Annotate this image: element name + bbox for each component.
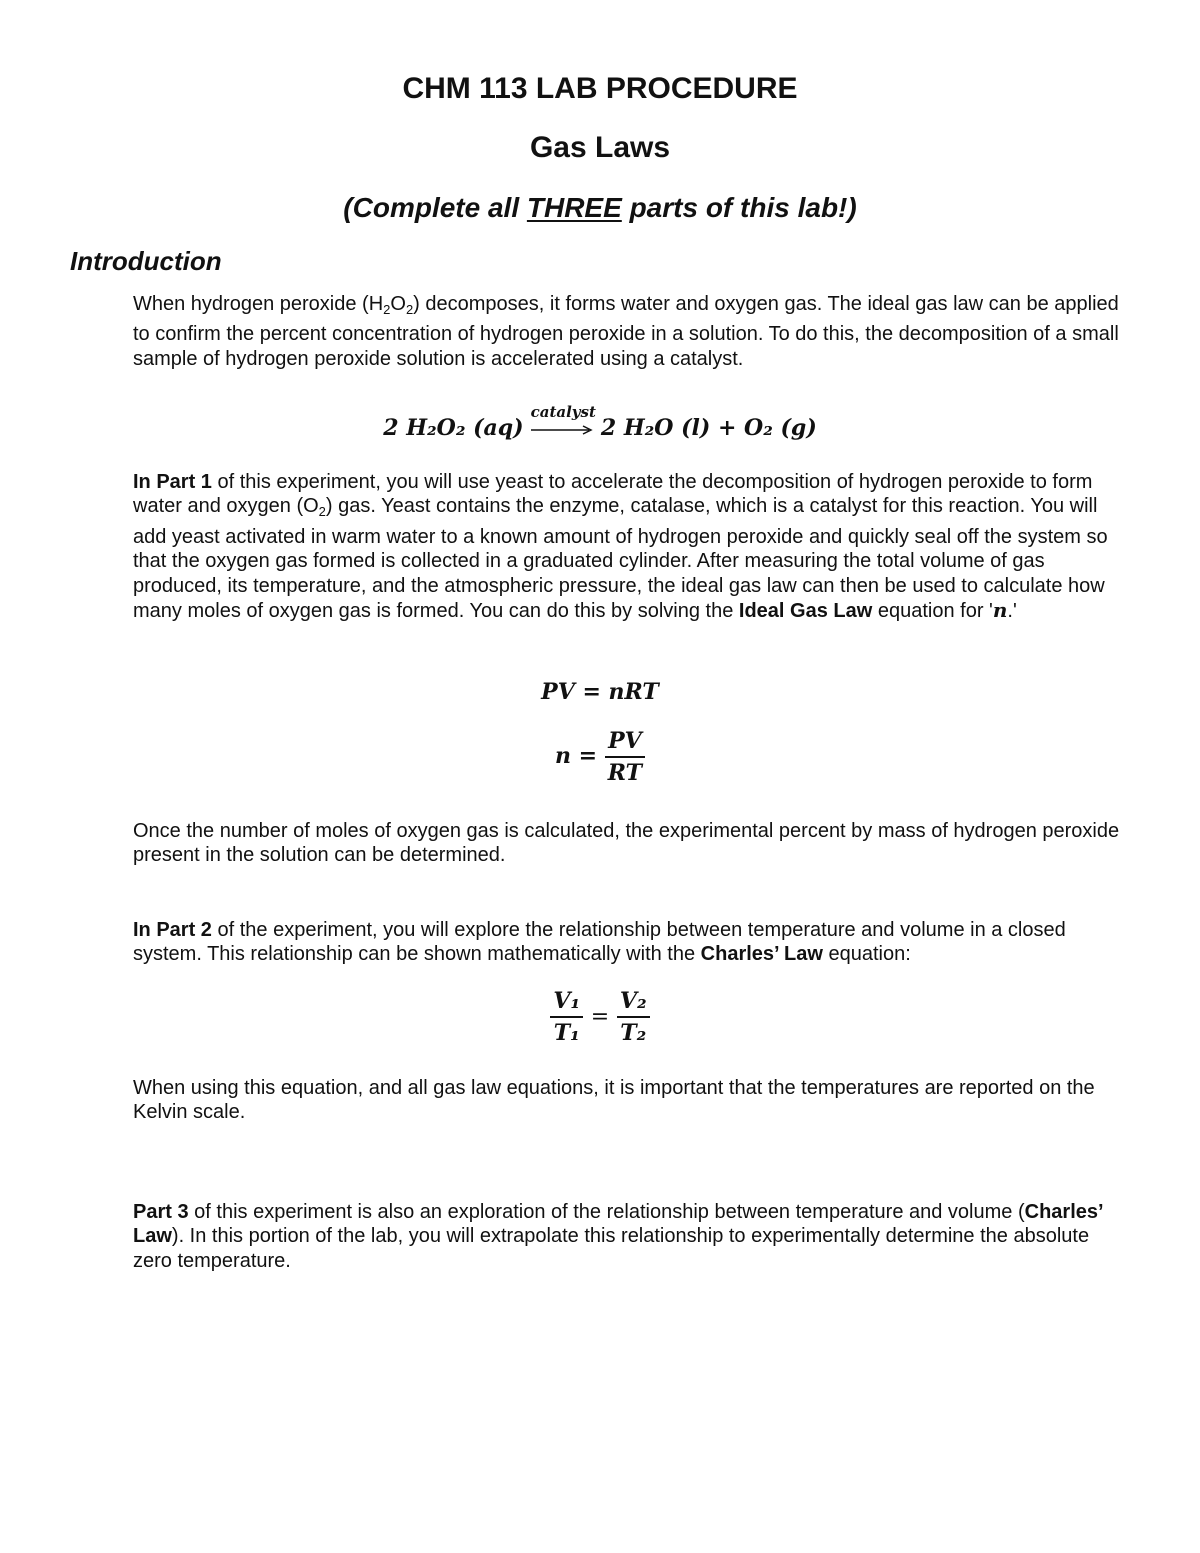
intro-sub-1: 2 — [383, 302, 391, 317]
part1-sub: 2 — [318, 504, 326, 520]
part1-law: Ideal Gas Law — [738, 600, 873, 623]
reaction-left: 2 H₂O₂ (aq) — [383, 415, 524, 441]
charles-denominator-left: T₁ — [553, 1020, 580, 1046]
intro-text-b: O — [390, 293, 406, 315]
charles-fraction-left — [550, 988, 583, 1046]
part1-paragraph — [133, 470, 1123, 623]
moles-fraction — [605, 728, 645, 786]
part3-lead: Part 3 — [133, 1201, 189, 1223]
part1-text-d: .' — [1007, 600, 1017, 623]
moles-denominator: RT — [607, 760, 643, 786]
part1-text-c: equation for ' — [872, 600, 993, 623]
reaction-equation — [0, 403, 1200, 441]
part1-lead: In Part 1 — [133, 471, 212, 493]
charles-numerator-right: V₂ — [617, 988, 650, 1018]
moles-numerator: PV — [605, 728, 645, 758]
reaction-arrow — [530, 403, 596, 435]
part2-lead: In Part 2 — [133, 919, 212, 941]
document-title: CHM 113 LAB PROCEDURE — [402, 72, 798, 105]
section-heading: Introduction — [70, 246, 222, 276]
intro-text-a: When hydrogen peroxide (H — [133, 293, 384, 315]
note-suffix: parts of this lab!) — [621, 192, 857, 223]
part2-paragraph — [133, 918, 1123, 967]
right-arrow-icon — [531, 425, 593, 435]
moles-lhs: n = — [554, 743, 598, 769]
part3-law: Charles’ Law — [133, 1201, 1103, 1248]
completion-note — [0, 192, 1200, 224]
charles-denominator-right: T₂ — [620, 1020, 647, 1046]
intro-sub-2: 2 — [405, 302, 414, 317]
part2-law: Charles’ Law — [700, 943, 823, 966]
note-emphasis: THREE — [526, 192, 622, 223]
charles-equals: = — [590, 1004, 610, 1030]
ideal-gas-equation: PV = nRT — [541, 679, 659, 705]
document-subtitle: Gas Laws — [529, 131, 671, 164]
part1-text-a: of this experiment, you will use yeast to accelerate the decomposition of hydrogen peroxide to form water and oxygen (O — [133, 471, 1093, 518]
catalyst-label: catalyst — [530, 403, 596, 421]
intro-text-c: ) decomposes, it forms water and oxygen gas. The ideal gas law can be applied to confirm the percent concentration of hydrogen peroxide in a solution. To do this, the decomposition of a small sample of hydrogen peroxide solution is accelerated using a catalyst. — [133, 293, 1119, 370]
part2-text-b: equation: — [822, 943, 911, 966]
part1-variable: n — [992, 598, 1008, 623]
part3-paragraph — [133, 1200, 1123, 1273]
after-ideal-paragraph: Once the number of moles of oxygen gas is calculated, the experimental percent by mass of hydrogen peroxide present in the solution can be determined. — [133, 820, 1120, 867]
charles-numerator-left: V₁ — [550, 988, 583, 1018]
part3-text-a: of this experiment is also an exploration of the relationship between temperature and volume ( — [188, 1201, 1025, 1223]
charles-fraction-right — [617, 988, 650, 1046]
note-prefix: (Complete all — [343, 192, 527, 223]
part3-text-b: ). In this portion of the lab, you will extrapolate this relationship to experimentally determine the absolute zero temperature. — [133, 1225, 1090, 1272]
moles-equation — [0, 728, 1200, 786]
part2-text-a: of the experiment, you will explore the relationship between temperature and volume in a closed system. This relationship can be shown mathematically with the — [133, 919, 1066, 966]
part1-text-b: ) gas. Yeast contains the enzyme, catalase, which is a catalyst for this reaction. You will add yeast activated in warm water to a known amount of hydrogen peroxide and quickly seal off the system so that the oxygen gas formed is collected in a graduated cylinder. After measuring the total volume of gas produced, its temperature, and the atmospheric pressure, the ideal gas law can then be used to calculate how many moles of oxygen gas is formed. You can do this by solving the — [133, 495, 1108, 623]
charles-equation — [0, 988, 1200, 1046]
intro-paragraph — [133, 292, 1123, 371]
reaction-right: 2 H₂O (l) + O₂ (g) — [600, 415, 817, 441]
kelvin-paragraph: When using this equation, and all gas law equations, it is important that the temperatures are reported on the Kelvin scale. — [133, 1077, 1095, 1124]
